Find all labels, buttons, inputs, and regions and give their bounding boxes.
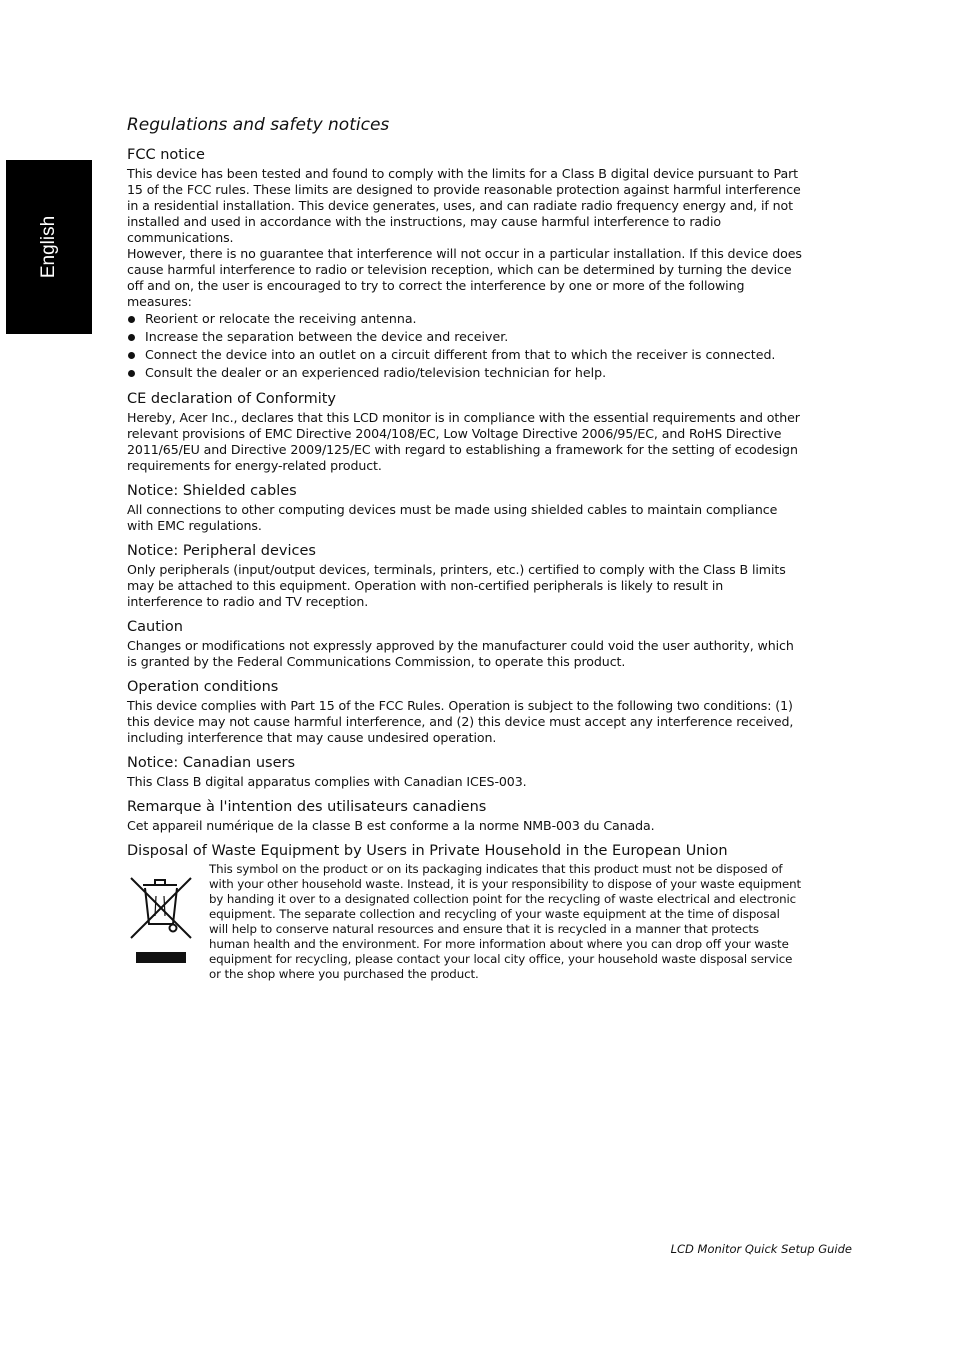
- list-item: Reorient or relocate the receiving antenna.: [127, 310, 802, 328]
- weee-content: [127, 862, 802, 982]
- canadian-users-section: [127, 754, 802, 790]
- fcc-heading: FCC notice: [127, 147, 205, 163]
- weee-body: This symbol on the product or on its packaging indicates that this product must not be disposed of with your other household waste. Instead, it is your responsibility to dispose of your waste equipment by handing it over to a designated collection point for the recycling of waste electrical and electronic equipment. The separate collection and recycling of your waste equipment at the time of disposal will help to conserve natural resources and ensure that it is recycled in a manner that protects human health and the environment. For more information about where you can drop off your waste equipment for recycling, please contact your local city office, your household waste disposal service or the shop where you purchased the product.: [209, 862, 802, 981]
- operation-conditions-section: [127, 678, 802, 746]
- peripheral-devices-heading: Notice: Peripheral devices: [127, 543, 316, 559]
- list-item: Consult the dealer or an experienced radio/television technician for help.: [127, 364, 802, 382]
- weee-section: [127, 842, 802, 982]
- fcc-section: [127, 146, 802, 382]
- caution-body: Changes or modifications not expressly approved by the manufacturer could void the user authority, which is granted by the Federal Communications Commission, to operate this product.: [127, 638, 794, 669]
- page-content: [127, 115, 802, 982]
- weee-heading: Disposal of Waste Equipment by Users in Private Household in the European Union: [127, 843, 728, 859]
- operation-conditions-heading: Operation conditions: [127, 679, 279, 695]
- peripheral-devices-section: [127, 542, 802, 610]
- page-footer: LCD Monitor Quick Setup Guide: [670, 1242, 852, 1256]
- ce-body: Hereby, Acer Inc., declares that this LCD monitor is in compliance with the essential requirements and other relevant provisions of EMC Directive 2004/108/EC, Low Voltage Directive 2006/95/EC, and RoHS Directive 2011/65/EU and Directive 2009/125/EC with regard to establishing a framework for the setting of ecodesign requirements for energy-related product.: [127, 410, 800, 473]
- fcc-measures-list: [127, 310, 802, 382]
- shielded-cables-section: [127, 482, 802, 534]
- canadian-users-body: This Class B digital apparatus complies with Canadian ICES-003.: [127, 774, 527, 789]
- list-item: Connect the device into an outlet on a circuit different from that to which the receiver is connected.: [127, 346, 802, 364]
- page-title: Regulations and safety notices: [127, 115, 390, 135]
- crossed-out-wheelie-bin-icon: [127, 862, 209, 972]
- language-tab: [6, 160, 92, 334]
- peripheral-devices-body: Only peripherals (input/output devices, terminals, printers, etc.) certified to comply with the Class B limits may be attached to this equipment. Operation with non-certified peripherals is likely to result in interference to radio and TV reception.: [127, 562, 786, 609]
- shielded-cables-body: All connections to other computing devices must be made using shielded cables to maintain compliance with EMC regulations.: [127, 502, 778, 533]
- caution-section: [127, 618, 802, 670]
- shielded-cables-heading: Notice: Shielded cables: [127, 483, 297, 499]
- remarque-body: Cet appareil numérique de la classe B est conforme a la norme NMB-003 du Canada.: [127, 818, 655, 833]
- caution-heading: Caution: [127, 619, 183, 635]
- language-tab-label: English: [38, 215, 59, 279]
- operation-conditions-body: This device complies with Part 15 of the FCC Rules. Operation is subject to the following two conditions: (1) this device may not cause harmful interference, and (2) this device must accept any interference received, including interference that may cause undesired operation.: [127, 698, 794, 745]
- canadian-users-heading: Notice: Canadian users: [127, 755, 296, 771]
- remarque-section: [127, 798, 802, 834]
- ce-heading: CE declaration of Conformity: [127, 391, 337, 407]
- fcc-paragraph-2: However, there is no guarantee that interference will not occur in a particular installation. If this device does cause harmful interference to radio or television reception, which can be determined by turning the device off and on, the user is encouraged to try to correct the interference by one or more of the following measures:: [127, 246, 802, 309]
- remarque-heading: Remarque à l'intention des utilisateurs canadiens: [127, 799, 487, 815]
- list-item: Increase the separation between the device and receiver.: [127, 328, 802, 346]
- ce-section: [127, 390, 802, 474]
- fcc-paragraph-1: This device has been tested and found to comply with the limits for a Class B digital device pursuant to Part 15 of the FCC rules. These limits are designed to provide reasonable protection against harmful interference in a residential installation. This device generates, uses, and can radiate radio frequency energy and, if not installed and used in accordance with the instructions, may cause harmful interference to radio communications.: [127, 166, 801, 245]
